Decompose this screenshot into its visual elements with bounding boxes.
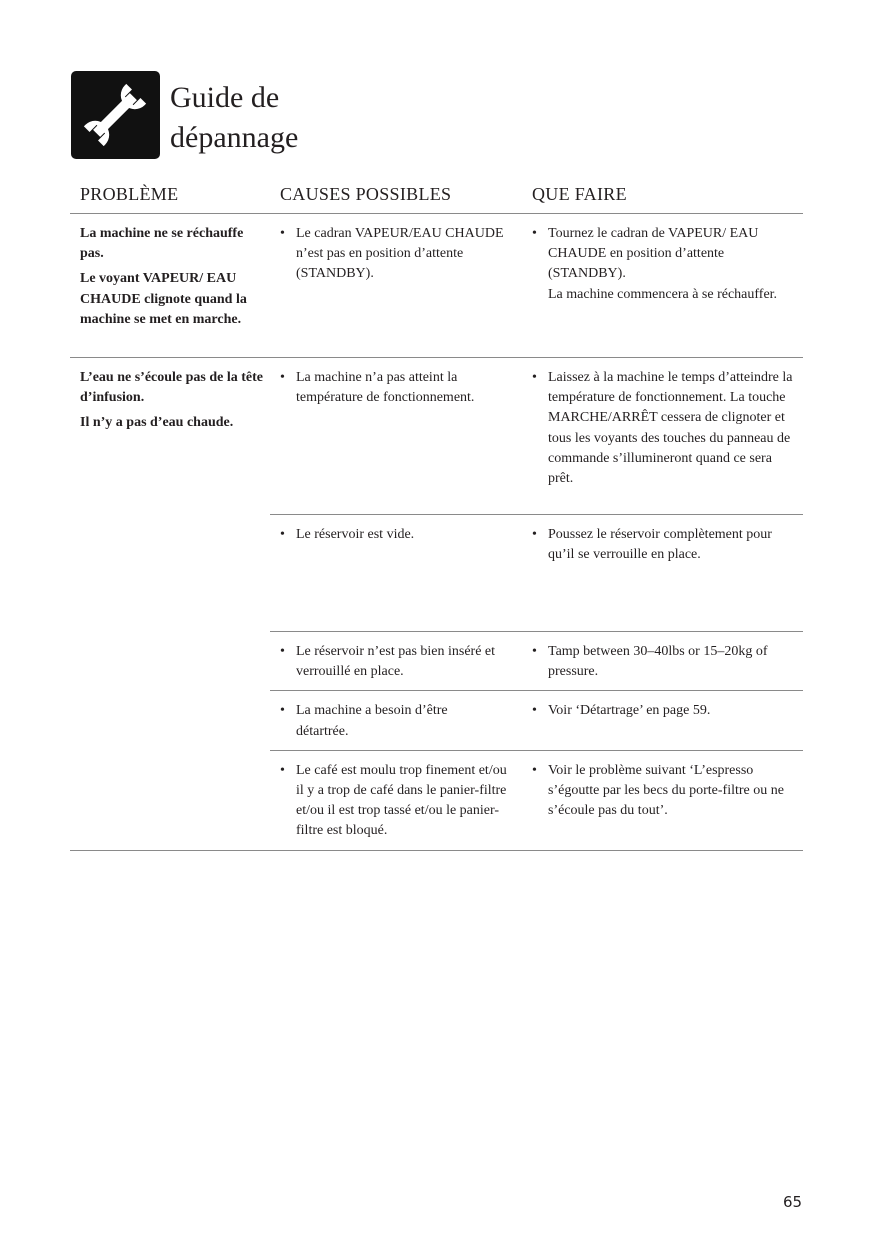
title-line-2: dépannage: [170, 121, 299, 154]
todo-extra-text: La machine commencera à se réchauffer.: [548, 286, 778, 302]
cause-cell: [270, 690, 522, 749]
todo-text: • Voir ‘Détartrage’ en page 59.: [532, 701, 797, 721]
todo-text: • Poussez le réservoir complètement pour qu’il se verrouille en place.: [532, 525, 797, 565]
troubleshooting-table: [70, 213, 803, 851]
cause-text: • La machine a besoin d’être détartrée.: [280, 701, 486, 741]
todo-cell: [522, 631, 803, 690]
problem-cell: [70, 214, 270, 357]
todo-cell: [522, 214, 803, 357]
cause-cell: [270, 214, 522, 357]
todo-cell: [522, 357, 803, 514]
cause-cell: [270, 357, 522, 514]
header-problem: PROBLÈME: [80, 184, 179, 204]
page-number: 65: [783, 1193, 803, 1211]
cause-cell: [270, 631, 522, 690]
cause-text: • Le café est moulu trop finement et/ou il y a trop de café dans le panier-filtre et/ou il est trop tassé et/ou le panier-filtre est bloqué.: [280, 761, 516, 842]
problem-text: Il n’y a pas d’eau chaude.: [80, 415, 234, 431]
problem-text: L’eau ne s’écoule pas de la tête d’infusion.: [80, 370, 264, 406]
todo-text: • Laissez à la machine le temps d’atteindre la température de fonctionnement. La touche MARCHE/ARRÊT cessera de clignoter et tous les voyants des touches du panneau de commande s’illumineront quand ce sera prêt.: [532, 368, 797, 489]
todo-text: • Tournez le cadran de VAPEUR/ EAU CHAUDE en position d’attente (STANDBY).: [532, 224, 797, 285]
todo-cell: [522, 514, 803, 631]
page-title: [170, 78, 298, 158]
todo-text: • Tamp between 30–40lbs or 15–20kg of pressure.: [532, 642, 797, 682]
header-causes: CAUSES POSSIBLES: [280, 184, 452, 204]
cause-text: • Le cadran VAPEUR/EAU CHAUDE n’est pas en position d’attente (STANDBY).: [280, 224, 516, 285]
cause-text: • Le réservoir n’est pas bien inséré et verrouillé en place.: [280, 642, 516, 682]
wrench-icon: [71, 71, 160, 159]
title-line-1: Guide de: [170, 81, 280, 114]
todo-text: • Voir le problème suivant ‘L’espresso s’égoutte par les becs du porte-filtre ou ne s’écoule pas du tout’.: [532, 761, 797, 822]
cause-cell: [270, 514, 522, 631]
cause-text: • Le réservoir est vide.: [280, 525, 516, 545]
cause-text: • La machine n’a pas atteint la température de fonctionnement.: [280, 368, 516, 408]
todo-cell: [522, 690, 803, 749]
problem-text: Le voyant VAPEUR/ EAU CHAUDE clignote quand la machine se met en marche.: [80, 271, 247, 327]
cause-cell: [270, 750, 522, 850]
todo-cell: [522, 750, 803, 850]
problem-text: La machine ne se réchauffe pas.: [80, 226, 244, 262]
header-todo: QUE FAIRE: [532, 184, 627, 204]
problem-cell: [70, 357, 270, 850]
